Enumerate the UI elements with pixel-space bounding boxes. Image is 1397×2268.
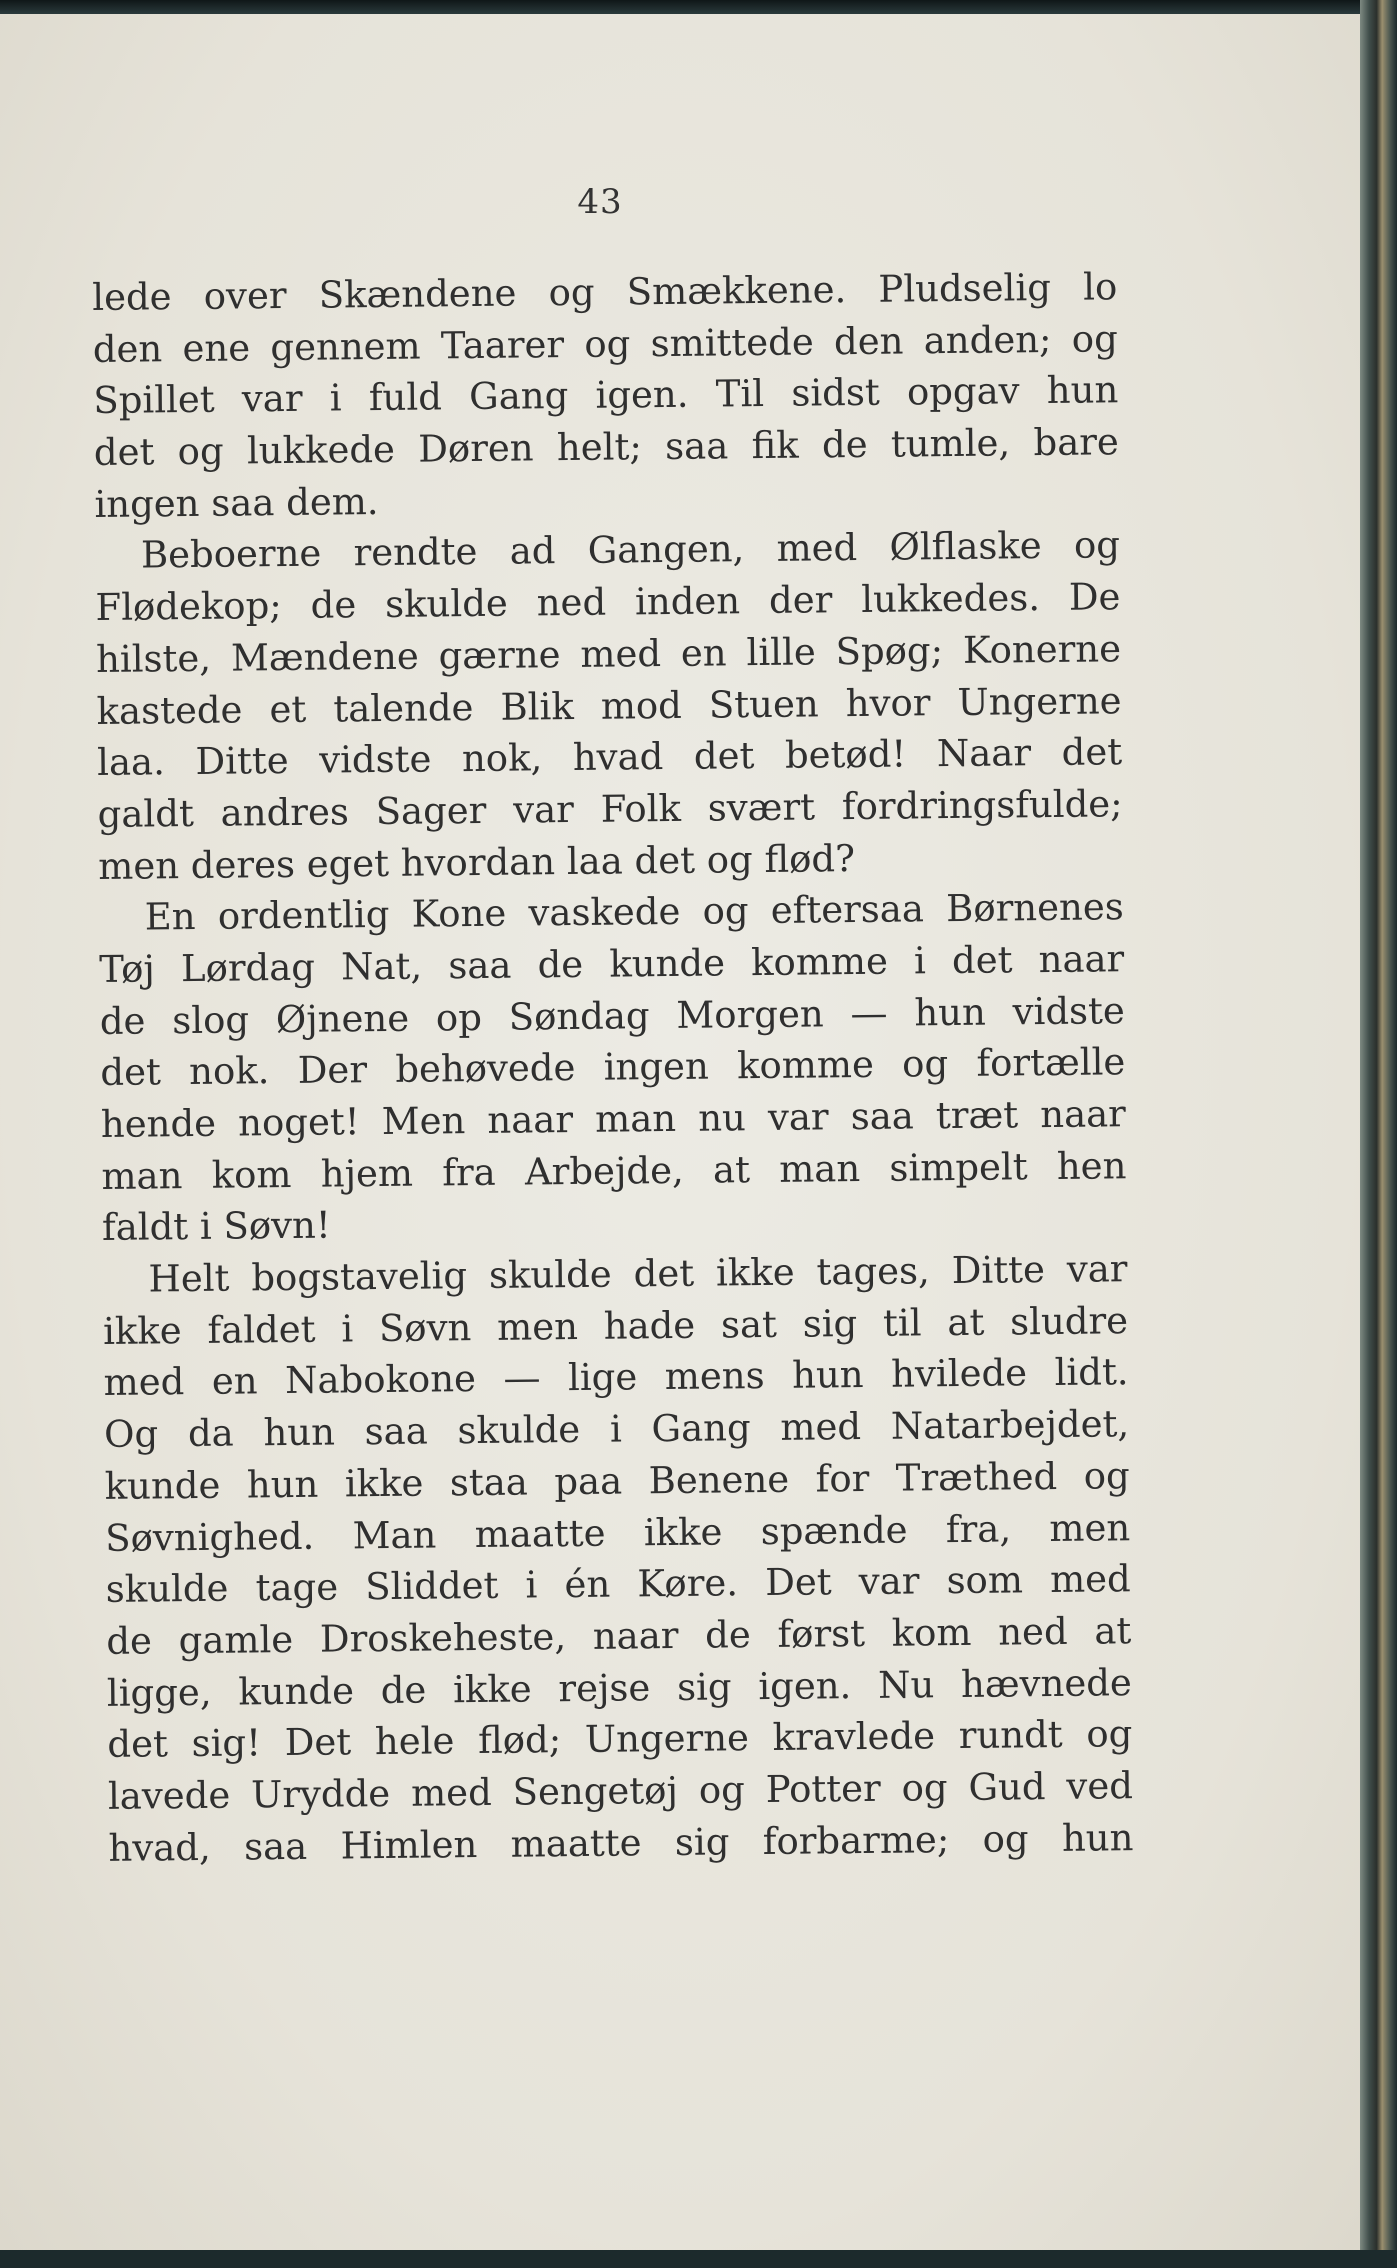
text-line: En ordentlig Kone vaskede og eftersaa Børnenes: [144, 885, 1124, 939]
text-line: det og lukkede Døren helt; saa fik de tumle, bare: [93, 420, 1120, 475]
page-number: 43: [577, 182, 623, 222]
text-line: ingen saa dem.: [94, 479, 379, 526]
scan-bottom-edge: [0, 2250, 1397, 2268]
text-line: ikke faldet i Søvn men hade sat sig til at sludre: [102, 1298, 1129, 1353]
scan-top-edge: [0, 0, 1397, 14]
text-line: lede over Skændene og Smækkene. Pludselig lo: [92, 265, 1118, 319]
text-line: men deres eget hvordan laa det og flød?: [97, 836, 856, 888]
text-line: laa. Ditte vidste nok, hvad det betød! Naar det: [96, 730, 1123, 785]
text-line: det nok. Der behøvede ingen komme og fortælle: [100, 1040, 1126, 1095]
body-text: [92, 261, 1134, 1874]
text-line: lavede Urydde med Sengetøj og Potter og Gud ved: [107, 1764, 1134, 1818]
text-line: Beboerne rendte ad Gangen, med Ølflaske og: [140, 523, 1121, 577]
text-line: man kom hjem fra Arbejde, at man simpelt hen: [101, 1143, 1127, 1198]
text-line: den ene gennem Taarer og smittede den anden; og: [92, 316, 1118, 371]
text-line: faldt i Søvn!: [101, 1203, 331, 1250]
text-line: galdt andres Sager var Folk svært fordringsfulde;: [97, 782, 1123, 836]
text-line: Søvnighed. Man maatte ikke spænde fra, men: [105, 1505, 1131, 1560]
book-spine-edge: [1360, 0, 1397, 2268]
text-line: kunde hun ikke staa paa Benene for Træthed og: [104, 1454, 1130, 1508]
text-line: hvad, saa Himlen maatte sig forbarme; og hun: [108, 1815, 1134, 1870]
text-line: Helt bogstavelig skulde det ikke tages, Ditte var: [148, 1247, 1128, 1301]
text-line: Tøj Lørdag Nat, saa de kunde komme i det naar: [99, 937, 1125, 991]
text-line: de gamle Droskeheste, naar de først kom ned at: [106, 1609, 1132, 1663]
text-line: hilste, Mændene gærne med en lille Spøg; Konerne: [95, 627, 1122, 681]
text-line: hende noget! Men naar man nu var saa træt naar: [100, 1092, 1127, 1146]
text-line: det sig! Det hele flød; Ungerne kravlede rundt og: [107, 1712, 1133, 1767]
text-line: skulde tage Sliddet i én Køre. Det var som med: [105, 1557, 1131, 1612]
text-line: Flødekop; de skulde ned inden der lukkedes. De: [95, 575, 1121, 630]
text-line: Og da hun saa skulde i Gang med Natarbejdet,: [103, 1402, 1130, 1457]
text-line: de slog Øjnene op Søndag Morgen — hun vidste: [99, 988, 1126, 1043]
text-line: med en Nabokone — lige mens hun hvilede lidt.: [103, 1350, 1129, 1405]
text-line: kastede et talende Blik mod Stuen hvor Ungerne: [96, 678, 1122, 733]
book-page: [0, 14, 1360, 2250]
text-line: Spillet var i fuld Gang igen. Til sidst opgav hun: [93, 368, 1119, 423]
text-line: ligge, kunde de ikke rejse sig igen. Nu hævnede: [106, 1660, 1133, 1715]
